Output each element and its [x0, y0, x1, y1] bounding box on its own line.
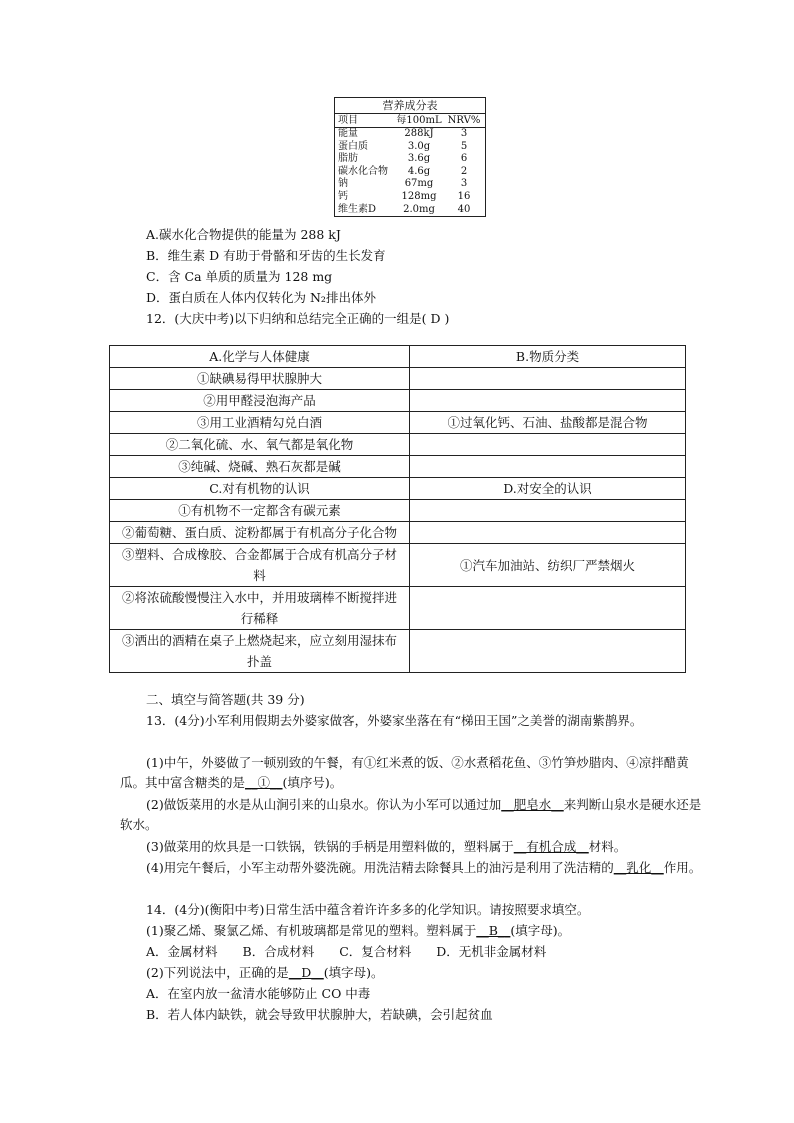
table-row — [110, 412, 686, 434]
table-cell: ③洒出的酒精在桌子上燃烧起来，应立刻用湿抹布扑盖 — [110, 630, 410, 673]
table-row — [110, 346, 686, 368]
nutrition-row: 蛋白质 3.0g 5 — [338, 140, 468, 152]
answer: __有机合成__ — [513, 839, 589, 854]
table-cell: ③纯碱、烧碱、熟石灰都是碱 — [110, 456, 410, 478]
nutrition-row: 脂肪 3.6g 6 — [338, 153, 468, 165]
q12-stem: 12．(大庆中考)以下归纳和总结完全正确的一组是( D ) — [146, 311, 450, 326]
table-cell — [410, 368, 686, 390]
table-cell — [410, 630, 686, 673]
table-row — [110, 522, 686, 544]
q13-part3: (3)做菜用的炊具是一口铁锅，铁锅的手柄是用塑料做的，塑料属于__有机合成__材料。 — [146, 839, 627, 854]
table-row — [110, 390, 686, 412]
nutrition-header: 项目 每100mL NRV% — [335, 114, 485, 128]
table-cell — [410, 390, 686, 412]
q14-option-a: A．在室内放一盆清水能够防止 CO 中毒 — [146, 986, 371, 1001]
table-cell — [410, 500, 686, 522]
table-row — [110, 587, 686, 630]
table-row — [110, 456, 686, 478]
nutrition-row: 能量 288kJ 3 — [338, 128, 468, 139]
nutrition-row: 碳水化合物 4.6g 2 — [338, 165, 468, 177]
table-cell: ①过氧化钙、石油、盐酸都是混合物 — [410, 412, 686, 434]
q11-option-a: A.碳水化合物提供的能量为 288 kJ — [146, 227, 341, 242]
table-cell — [410, 522, 686, 544]
q14-part2: (2)下列说法中，正确的是__D__(填字母)。 — [146, 965, 384, 980]
table-cell — [410, 434, 686, 456]
q11-option-b: B．维生素 D 有助于骨骼和牙齿的生长发育 — [146, 248, 386, 263]
table-row — [110, 544, 686, 587]
table-row — [110, 434, 686, 456]
table-cell: ②葡萄糖、蛋白质、淀粉都属于有机高分子化合物 — [110, 522, 410, 544]
table-cell: ①缺碘易得甲状腺肿大 — [110, 368, 410, 390]
q14-stem: 14．(4分)(衡阳中考)日常生活中蕴含着许许多多的化学知识。请按照要求填空。 — [146, 902, 590, 917]
q11-option-c: C．含 Ca 单质的质量为 128 mg — [146, 269, 333, 284]
nutrition-rows — [335, 128, 485, 216]
table-cell: B.物质分类 — [410, 346, 686, 368]
q13-part2: (2)做饭菜用的水是从山涧引来的山泉水。你认为小军可以通过加__肥皂水__来判断山泉水是硬水还是软水。 — [120, 797, 702, 832]
table-cell: ①汽车加油站、纺织厂严禁烟火 — [410, 544, 686, 587]
table-cell: ②用甲醛浸泡海产品 — [110, 390, 410, 412]
table-cell: C.对有机物的认识 — [110, 478, 410, 500]
nutrition-row: 钙 128mg 16 — [338, 190, 471, 202]
table-cell: A.化学与人体健康 — [110, 346, 410, 368]
q13-part1: (1)中午，外婆做了一顿别致的午餐，有①红米煮的饭、②水煮稻花鱼、③竹笋炒腊肉、④凉拌醋黄瓜。其中富含糖类的是__①__(填序号)。 — [120, 755, 689, 790]
table-cell: ②将浓硫酸慢慢注入水中，并用玻璃棒不断搅拌进行稀释 — [110, 587, 410, 630]
nutrition-row: 维生素D 2.0mg 40 — [338, 203, 471, 215]
q14-options: A．金属材料 B．合成材料 C．复合材料 D．无机非金属材料 — [146, 944, 547, 959]
table-row — [110, 630, 686, 673]
table-cell — [410, 587, 686, 630]
answer: __肥皂水__ — [501, 797, 564, 812]
answer: __B__ — [476, 923, 511, 938]
table-row — [110, 500, 686, 522]
table-row — [110, 478, 686, 500]
table-cell: D.对安全的认识 — [410, 478, 686, 500]
section-title: 二、填空与简答题(共 39 分) — [146, 692, 305, 707]
table-cell: ③塑料、合成橡胶、合金都属于合成有机高分子材料 — [110, 544, 410, 587]
q14-part1: (1)聚乙烯、聚氯乙烯、有机玻璃都是常见的塑料。塑料属于__B__(填字母)。 — [146, 923, 571, 938]
summary-table — [109, 345, 686, 673]
q13-stem: 13．(4分)小军利用假期去外婆家做客，外婆家坐落在有“梯田王国”之美誉的湖南紫鹊界。 — [146, 713, 643, 728]
table-cell: ③用工业酒精勾兑白酒 — [110, 412, 410, 434]
q13-part4: (4)用完午餐后，小军主动帮外婆洗碗。用洗洁精去除餐具上的油污是利用了洗洁精的__乳化__作用。 — [146, 860, 702, 875]
answer: __D__ — [288, 965, 324, 980]
nutrition-title: 营养成分表 — [335, 98, 485, 114]
table-cell — [410, 456, 686, 478]
answer: __①__ — [245, 775, 283, 790]
table-row — [110, 368, 686, 390]
answer: __乳化__ — [613, 860, 664, 875]
nutrition-row: 钠 67mg 3 — [338, 178, 468, 190]
q11-option-d: D．蛋白质在人体内仅转化为 N₂排出体外 — [146, 290, 376, 305]
q14-option-b: B．若人体内缺铁，就会导致甲状腺肿大，若缺碘，会引起贫血 — [146, 1007, 493, 1022]
table-cell: ②二氧化硫、水、氧气都是氧化物 — [110, 434, 410, 456]
nutrition-table — [334, 97, 486, 217]
table-cell: ①有机物不一定都含有碳元素 — [110, 500, 410, 522]
